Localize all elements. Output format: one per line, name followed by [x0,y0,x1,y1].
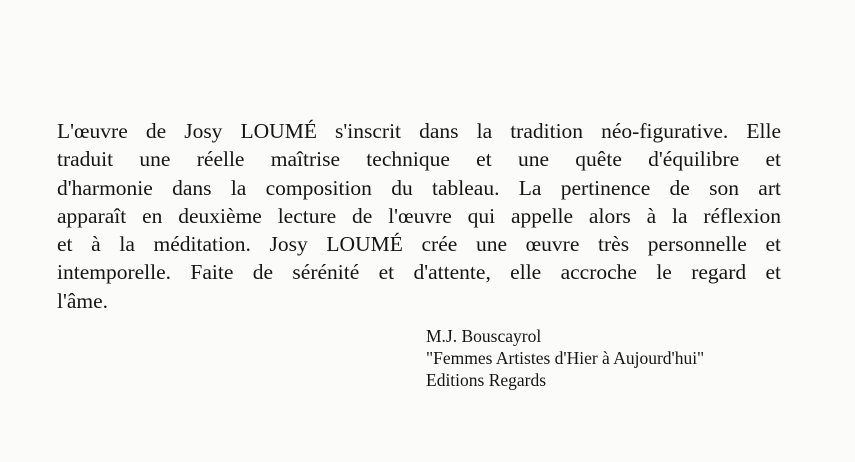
paragraph-line-5: et à la méditation. Josy LOUMÉ crée une œuvre très personnelle et [57,232,781,257]
paragraph-line-6: intemporelle. Faite de sérénité et d'attente, elle accroche le regard et [57,260,781,285]
paragraph-line-1: L'œuvre de Josy LOUMÉ s'inscrit dans la tradition néo-figurative. Elle [57,119,781,143]
paragraph-line-7: l'âme. [57,288,109,313]
paragraph-line-3: d'harmonie dans la composition du tableau. La pertinence de son art [57,175,781,200]
quote-paragraph [57,117,781,315]
attribution-block [426,325,704,391]
paragraph-line-2: traduit une réelle maîtrise technique et une quête d'équilibre et [57,147,781,172]
paragraph-line-4: apparaît en deuxième lecture de l'œuvre qui appelle alors à la réflexion [57,203,781,228]
attribution-publisher: Editions Regards [426,370,547,390]
attribution-book-title: "Femmes Artistes d'Hier à Aujourd'hui" [426,348,705,368]
attribution-author: M.J. Bouscayrol [426,326,542,346]
